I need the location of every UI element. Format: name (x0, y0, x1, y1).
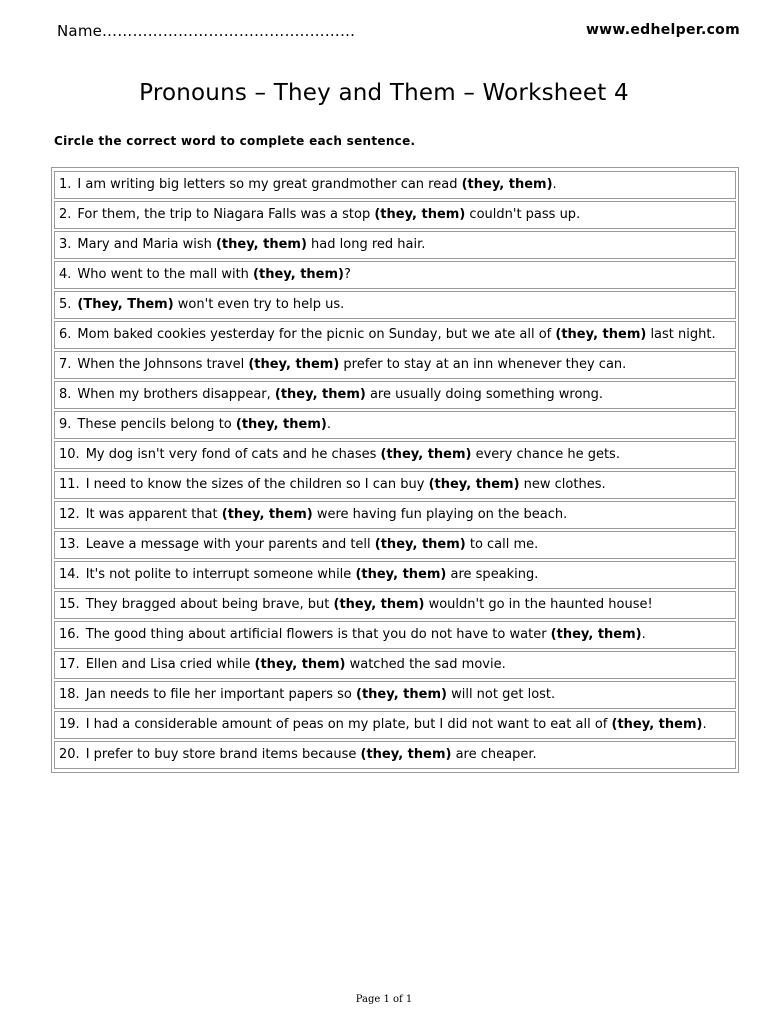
sentence-end: watched the sad movie. (345, 657, 506, 672)
question-number: 9. (59, 417, 72, 432)
question-number: 12. (59, 507, 80, 522)
pronoun-choice[interactable]: (they, them) (254, 657, 346, 672)
sentence-start: I prefer to buy store brand items because (85, 747, 361, 762)
question-text (80, 535, 731, 555)
question-row (54, 681, 736, 709)
question-row (54, 561, 736, 589)
question-row (54, 621, 736, 649)
sentence-end: couldn't pass up. (465, 207, 581, 222)
question-number: 6. (59, 327, 72, 342)
sentence-start: I need to know the sizes of the children so I can buy (85, 477, 429, 492)
sentence-start: For them, the trip to Niagara Falls was a stop (77, 207, 375, 222)
question-number: 4. (59, 267, 72, 282)
question-row (54, 741, 736, 769)
pronoun-choice[interactable]: (they, them) (374, 537, 466, 552)
sentence-end: had long red hair. (306, 237, 426, 252)
sentence-end: . (552, 177, 557, 192)
question-number: 2. (59, 207, 72, 222)
sentence-end: . (641, 627, 646, 642)
question-text (80, 595, 731, 615)
worksheet-title: Pronouns – They and Them – Worksheet 4 (139, 80, 629, 106)
question-number: 14. (59, 567, 80, 582)
question-text (80, 715, 731, 735)
sentence-end: ? (343, 267, 351, 282)
question-row (54, 651, 736, 679)
question-number: 17. (59, 657, 80, 672)
question-text (71, 235, 731, 255)
sentence-start: The good thing about artificial flowers is that you do not have to water (85, 627, 551, 642)
name-field-label: Name…………………………………..……… (57, 22, 356, 40)
sentence-start: Jan needs to file her important papers so (85, 687, 357, 702)
sentence-start: Mary and Maria wish (77, 237, 216, 252)
pronoun-choice[interactable]: (they, them) (550, 627, 642, 642)
question-text (71, 355, 731, 375)
question-row (54, 501, 736, 529)
pronoun-choice[interactable]: (they, them) (215, 237, 307, 252)
sentence-end: . (702, 717, 707, 732)
sentence-end: to call me. (465, 537, 539, 552)
sentence-start: It's not polite to interrupt someone while (85, 567, 356, 582)
question-row (54, 531, 736, 559)
website-url: www.edhelper.com (585, 22, 740, 38)
question-row (54, 471, 736, 499)
sentence-start: Leave a message with your parents and tell (85, 537, 375, 552)
sentence-start: It was apparent that (85, 507, 222, 522)
question-row (54, 171, 736, 199)
sentence-start: Who went to the mall with (77, 267, 254, 282)
pronoun-choice[interactable]: (They, Them) (77, 297, 174, 312)
pronoun-choice[interactable]: (they, them) (380, 447, 472, 462)
sentence-start: When my brothers disappear, (77, 387, 275, 402)
question-number: 16. (59, 627, 80, 642)
question-row (54, 381, 736, 409)
question-text (71, 325, 731, 345)
sentence-end: wouldn't go in the haunted house! (424, 597, 653, 612)
sentence-end: will not get lost. (446, 687, 556, 702)
question-text (80, 655, 731, 675)
pronoun-choice[interactable]: (they, them) (360, 747, 452, 762)
question-row (54, 261, 736, 289)
question-number: 20. (59, 747, 80, 762)
pronoun-choice[interactable]: (they, them) (235, 417, 327, 432)
question-row (54, 591, 736, 619)
question-number: 19. (59, 717, 80, 732)
sentence-end: last night. (646, 327, 716, 342)
question-row (54, 351, 736, 379)
sentence-start: Mom baked cookies yesterday for the picnic on Sunday, but we ate all of (77, 327, 556, 342)
question-number: 15. (59, 597, 80, 612)
question-number: 18. (59, 687, 80, 702)
question-number: 1. (59, 177, 72, 192)
page-number: Page 1 of 1 (355, 994, 413, 1005)
question-row (54, 711, 736, 739)
pronoun-choice[interactable]: (they, them) (333, 597, 425, 612)
sentence-end: are speaking. (446, 567, 539, 582)
sentence-start: These pencils belong to (77, 417, 236, 432)
question-text (71, 265, 731, 285)
question-text (80, 475, 731, 495)
question-number: 13. (59, 537, 80, 552)
sentence-start: I am writing big letters so my great grandmother can read (77, 177, 462, 192)
question-number: 11. (59, 477, 80, 492)
pronoun-choice[interactable]: (they, them) (428, 477, 520, 492)
sentence-end: . (326, 417, 331, 432)
question-text (80, 685, 731, 705)
sentence-start: When the Johnsons travel (77, 357, 249, 372)
pronoun-choice[interactable]: (they, them) (253, 267, 344, 282)
pronoun-choice[interactable]: (they, them) (555, 327, 647, 342)
sentence-end: every chance he gets. (471, 447, 620, 462)
question-list (51, 167, 739, 773)
question-row (54, 231, 736, 259)
question-row (54, 411, 736, 439)
pronoun-choice[interactable]: (they, them) (611, 717, 703, 732)
question-row (54, 441, 736, 469)
sentence-start: My dog isn't very fond of cats and he chases (85, 447, 381, 462)
sentence-end: were having fun playing on the beach. (312, 507, 568, 522)
sentence-end: won't even try to help us. (173, 297, 345, 312)
pronoun-choice[interactable]: (they, them) (221, 507, 313, 522)
pronoun-choice[interactable]: (they, them) (461, 177, 553, 192)
pronoun-choice[interactable]: (they, them) (374, 207, 466, 222)
sentence-start: Ellen and Lisa cried while (85, 657, 255, 672)
instructions: Circle the correct word to complete each sentence. (54, 134, 416, 148)
pronoun-choice[interactable]: (they, them) (355, 567, 447, 582)
question-text (80, 565, 731, 585)
question-number: 8. (59, 387, 72, 402)
sentence-end: are cheaper. (451, 747, 537, 762)
question-text (71, 205, 731, 225)
question-row (54, 321, 736, 349)
question-number: 10. (59, 447, 80, 462)
sentence-end: prefer to stay at an inn whenever they can. (339, 357, 627, 372)
sentence-start: I had a considerable amount of peas on my plate, but I did not want to eat all of (85, 717, 612, 732)
question-number: 7. (59, 357, 72, 372)
question-text (80, 745, 731, 765)
pronoun-choice[interactable]: (they, them) (274, 387, 366, 402)
question-text (80, 625, 731, 645)
question-text (80, 445, 731, 465)
question-number: 5. (59, 297, 72, 312)
pronoun-choice[interactable]: (they, them) (356, 687, 447, 702)
sentence-end: are usually doing something wrong. (365, 387, 604, 402)
question-text (71, 385, 731, 405)
question-row (54, 201, 736, 229)
question-text (71, 175, 731, 195)
question-row (54, 291, 736, 319)
pronoun-choice[interactable]: (they, them) (248, 357, 340, 372)
question-text (80, 505, 731, 525)
question-text (71, 415, 731, 435)
question-number: 3. (59, 237, 72, 252)
question-text (71, 295, 731, 315)
sentence-end: new clothes. (519, 477, 606, 492)
sentence-start: They bragged about being brave, but (85, 597, 334, 612)
